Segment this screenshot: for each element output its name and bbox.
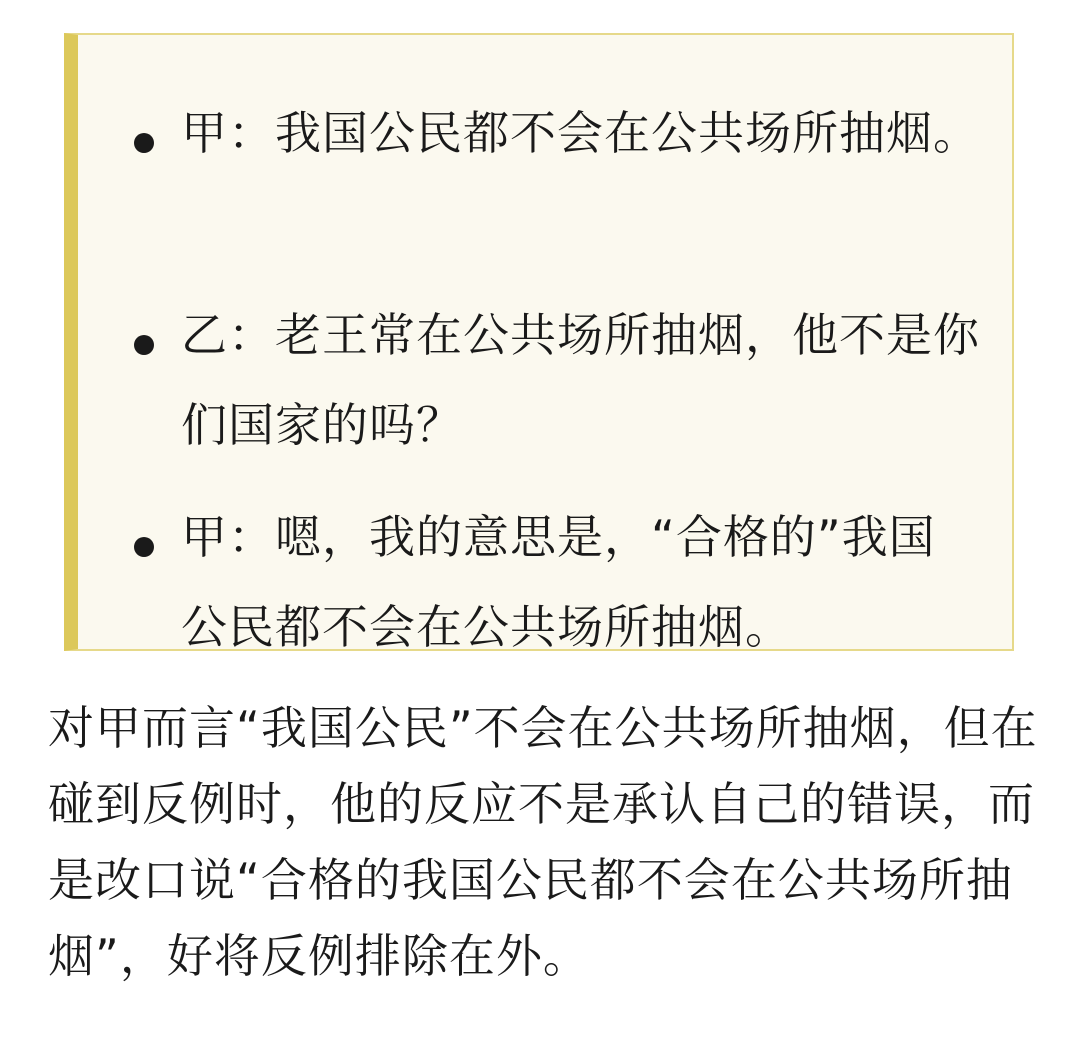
dialogue-line-text: 甲：嗯，我的意思是，“合格的”我国公民都不会在公共场所抽烟。	[181, 510, 936, 654]
dialogue-line-text: 甲：我国公民都不会在公共场所抽烟。	[181, 106, 980, 160]
dialogue-line-text: 乙：老王常在公共场所抽烟，他不是你们国家的吗？	[181, 308, 980, 452]
bullet-icon	[134, 537, 154, 557]
bullet-icon	[134, 133, 154, 153]
bullet-icon	[134, 335, 154, 355]
dialogue-quote-block	[64, 33, 1014, 654]
explanation-paragraph: 对甲而言“我国公民”不会在公共场所抽烟，但在碰到反例时，他的反应不是承认自己的错误，而是改口说“合格的我国公民都不会在公共场所抽烟”，好将反例排除在外。	[48, 701, 1038, 983]
